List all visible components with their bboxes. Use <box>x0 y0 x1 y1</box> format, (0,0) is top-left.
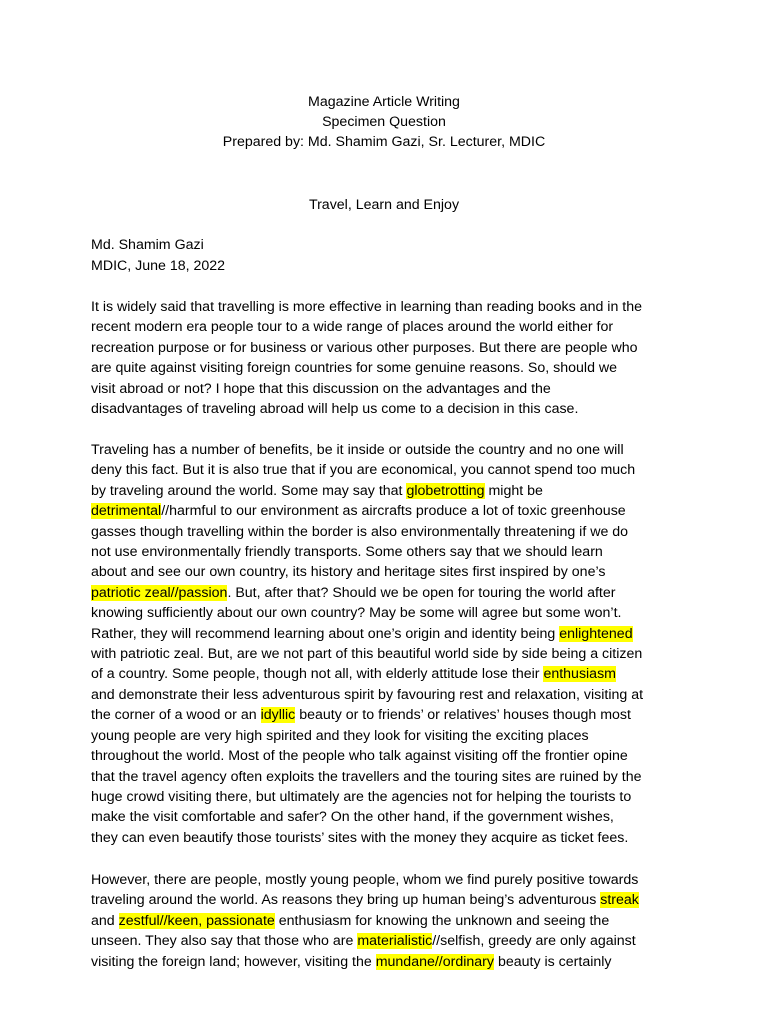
text-line <box>91 440 683 460</box>
text-segment: . But, after that? Should we be open for touring the world after <box>227 584 616 601</box>
text-segment: visit abroad or not? I hope that this discussion on the advantages and the <box>91 380 551 397</box>
text-line <box>91 644 683 664</box>
article-byline: MDIC, June 18, 2022 <box>91 258 226 274</box>
text-segment: and <box>91 912 119 929</box>
text-segment: disadvantages of traveling abroad will help us come to a decision in this case. <box>91 401 579 418</box>
text-segment: that the travel agency often exploits the travellers and the touring sites are ruined by the <box>91 768 642 785</box>
text-line <box>91 890 683 910</box>
text-segment: beauty is certainly <box>494 953 612 970</box>
text-segment: recreation purpose or for business or various other purposes. But there are people who <box>91 339 638 356</box>
paragraph-1 <box>91 297 683 419</box>
text-line <box>91 583 683 603</box>
text-line <box>91 562 683 582</box>
text-segment: beauty or to friends’ or relatives’ houses though most <box>295 707 631 724</box>
text-line <box>91 807 683 827</box>
text-line <box>91 501 683 521</box>
text-line <box>91 952 683 972</box>
highlighted-word: materialistic <box>357 933 433 950</box>
highlighted-word: idyllic <box>260 707 296 724</box>
text-segment: young people are very high spirited and they look for visiting the exciting places <box>91 727 589 744</box>
text-line <box>91 664 683 684</box>
text-segment: by traveling around the world. Some may say that <box>91 482 407 499</box>
header-line-3: Prepared by: Md. Shamim Gazi, Sr. Lecturer, MDIC <box>222 134 546 150</box>
text-line <box>91 481 683 501</box>
paragraph-3 <box>91 870 683 972</box>
text-segment: Traveling has a number of benefits, be it inside or outside the country and no one will <box>91 442 624 458</box>
text-line <box>91 317 683 337</box>
header-line-1: Magazine Article Writing <box>308 94 460 110</box>
highlighted-word: zestful//keen, passionate <box>118 912 275 929</box>
text-segment: make the visit comfortable and safer? On the other hand, if the government wishes, <box>91 809 614 826</box>
text-line <box>91 931 683 951</box>
text-segment: enthusiasm for knowing the unknown and seeing the <box>274 912 610 929</box>
header-line-2: Specimen Question <box>322 114 446 130</box>
highlighted-word: enthusiasm <box>543 666 616 683</box>
text-segment: deny this fact. But it is also true that if you are economical, you cannot spend too much <box>91 462 636 479</box>
text-segment: knowing sufficiently about our own country? May be some will agree but some won’t. <box>91 605 622 622</box>
highlighted-word: detrimental <box>91 503 162 520</box>
text-segment: they can even beautify those tourists’ sites with the money they acquire as ticket fees. <box>91 829 629 846</box>
text-segment: traveling around the world. As reasons they bring up human being’s adventurous <box>91 892 601 909</box>
text-segment: about and see our own country, its history and heritage sites first inspired by one’s <box>91 564 606 581</box>
text-line <box>91 603 683 623</box>
text-segment: and demonstrate their less adventurous spirit by favouring rest and relaxation, visiting at <box>91 686 644 703</box>
text-segment: recent modern era people tour to a wide range of places around the world either for <box>91 319 614 336</box>
text-segment: //harmful to our environment as aircrafts produce a lot of toxic greenhouse <box>161 503 626 520</box>
text-line <box>91 379 683 399</box>
highlighted-word: patriotic zeal//passion <box>91 584 228 601</box>
text-segment: It is widely said that travelling is more effective in learning than reading books and in the <box>91 299 642 315</box>
text-line <box>91 705 683 725</box>
text-line <box>91 828 683 848</box>
text-line <box>91 685 683 705</box>
text-line <box>91 338 683 358</box>
article-author: Md. Shamim Gazi <box>91 237 204 253</box>
text-line <box>91 746 683 766</box>
highlighted-word: globetrotting <box>406 482 485 499</box>
text-line <box>91 726 683 746</box>
text-segment: Rather, they will recommend learning about one’s origin and identity being <box>91 625 560 642</box>
text-line <box>91 542 683 562</box>
text-line <box>91 870 683 890</box>
text-line <box>91 358 683 378</box>
text-segment: huge crowd visiting there, but ultimately are the agencies not for helping the tourists to <box>91 788 632 805</box>
text-line <box>91 522 683 542</box>
text-segment: with patriotic zeal. But, are we not part of this beautiful world side by side being a citizen <box>91 646 643 663</box>
highlighted-word: streak <box>600 892 639 909</box>
text-line <box>91 624 683 644</box>
text-segment: visiting the foreign land; however, visiting the <box>91 953 376 970</box>
text-segment: throughout the world. Most of the people who talk against visiting off the frontier opine <box>91 748 628 765</box>
highlighted-word: enlightened <box>559 625 633 642</box>
text-segment: gasses though travelling within the border is also environmentally threatening if we do <box>91 523 629 540</box>
text-line <box>91 297 683 317</box>
highlighted-word: mundane//ordinary <box>375 953 495 970</box>
text-segment: might be <box>484 482 543 499</box>
text-segment: the corner of a wood or an <box>91 707 261 724</box>
text-segment: //selfish, greedy are only against <box>432 933 636 950</box>
article-title: Travel, Learn and Enjoy <box>308 197 460 213</box>
text-line <box>91 787 683 807</box>
text-segment: not use environmentally friendly transports. Some others say that we should learn <box>91 544 603 561</box>
text-segment: of a country. Some people, though not all, with elderly attitude lose their <box>91 666 544 683</box>
text-line <box>91 460 683 480</box>
text-segment: are quite against visiting foreign countries for some genuine reasons. So, should we <box>91 360 618 377</box>
text-line <box>91 767 683 787</box>
paragraph-2 <box>91 440 683 848</box>
text-segment: unseen. They also say that those who are <box>91 933 358 950</box>
text-line <box>91 399 683 419</box>
text-segment: However, there are people, mostly young people, whom we find purely positive towards <box>91 872 639 888</box>
text-line <box>91 911 683 931</box>
